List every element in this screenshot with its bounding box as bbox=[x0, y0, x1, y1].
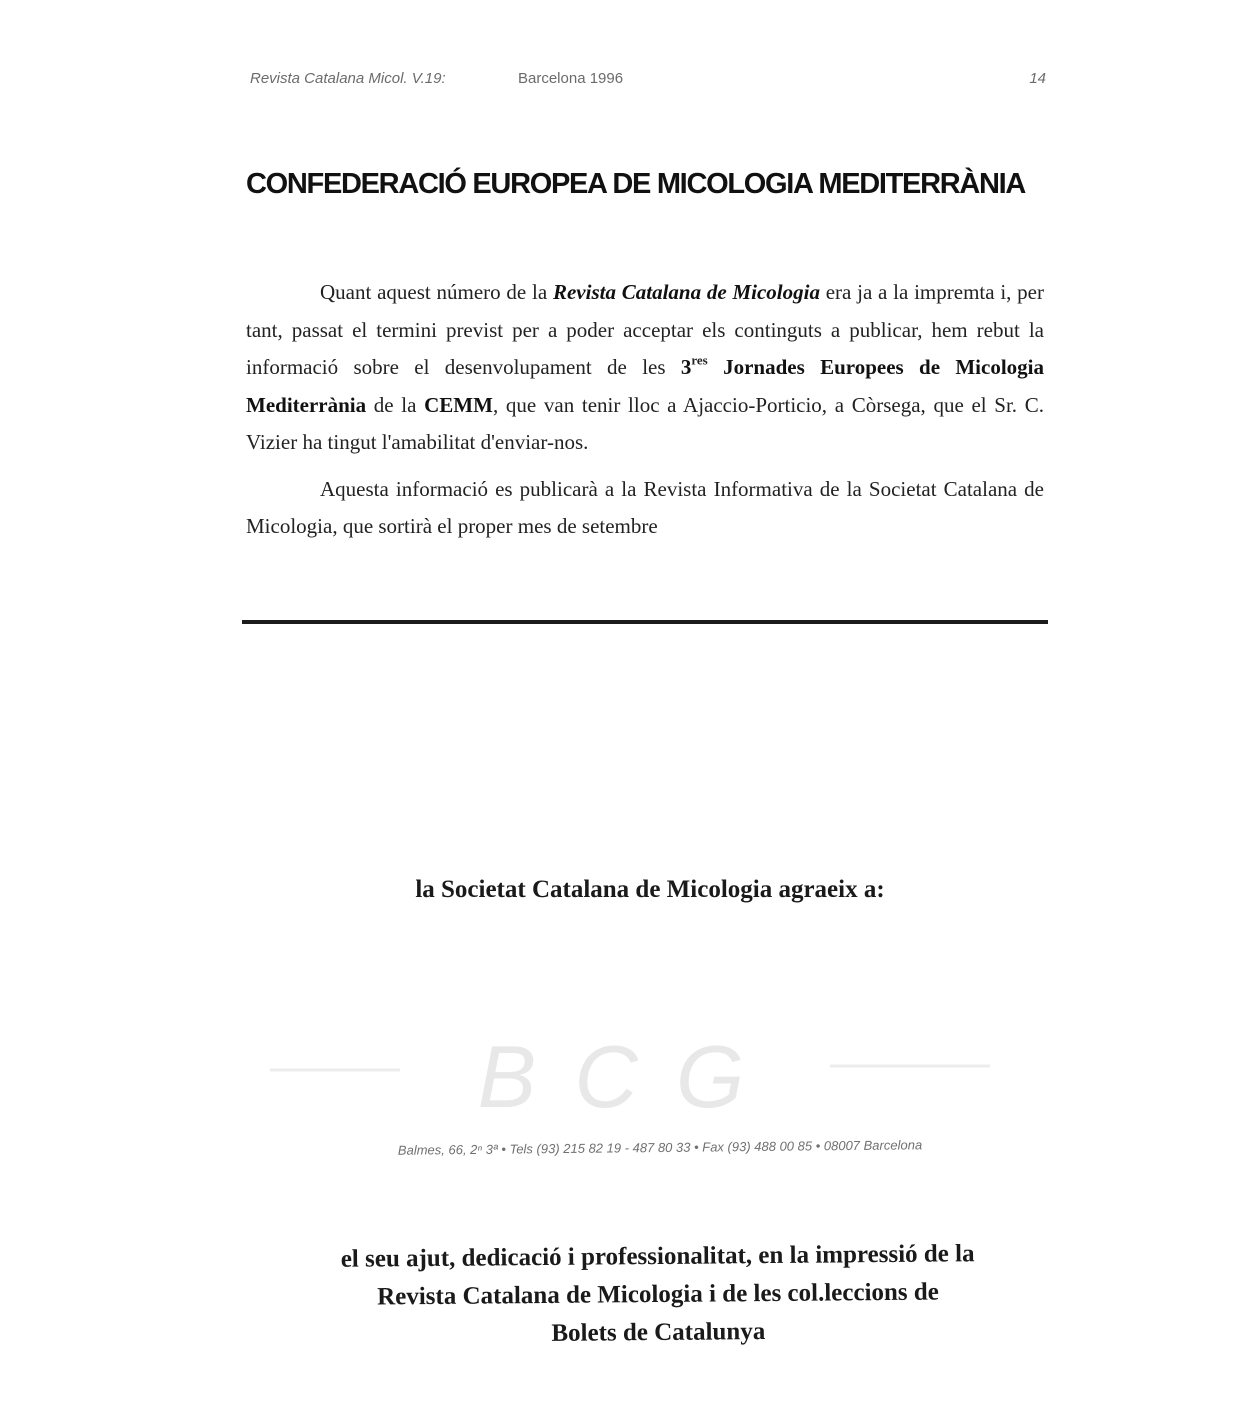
paragraph-1-text-d: , que van tenir lloc a Ajaccio-Porticio, a Còrsega, que el Sr. C. Vizier ha tingut l'amabilitat d'enviar-nos. bbox=[246, 392, 1044, 454]
paragraph-2: Aquesta informació es publicarà a la Revista Informativa de la Societat Catalana de Micologia, que sortirà el proper mes de setembre bbox=[246, 476, 1044, 538]
ordinal-number: 3 bbox=[680, 355, 692, 379]
organization-acronym: CEMM bbox=[424, 392, 493, 417]
ordinal-suffix: res bbox=[691, 352, 708, 368]
printer-address: Balmes, 66, 2ⁿ 3ª • Tels (93) 215 82 19 - 487 80 33 • Fax (93) 488 00 85 • 08007 Barcelona bbox=[397, 1137, 923, 1158]
paragraph-1 bbox=[246, 274, 1044, 462]
page-number: 14 bbox=[1029, 70, 1046, 87]
closing-line-3: Bolets de Catalunya bbox=[551, 1318, 766, 1347]
event-name: Jornades Europees de Micologia Mediterrània bbox=[246, 355, 1044, 417]
closing-line-2: Revista Catalana de Micologia i de les col.leccions de bbox=[377, 1278, 939, 1311]
running-head bbox=[250, 70, 1046, 94]
logo-lettering: BCG bbox=[477, 1027, 783, 1126]
place-year: Barcelona 1996 bbox=[518, 70, 624, 87]
section-divider bbox=[242, 620, 1048, 624]
printer-logo bbox=[270, 1022, 990, 1132]
paragraph-1-text-a: Quant aquest número de la bbox=[320, 280, 553, 304]
paragraph-1-text-c: de la bbox=[366, 392, 425, 417]
article-title: CONFEDERACIÓ EUROPEA DE MICOLOGIA MEDITERRÀNIA bbox=[246, 168, 1026, 200]
journal-name: Revista Catalana de Micologia bbox=[552, 280, 820, 304]
paragraph-1-text-b: era ja a la impremta i, per tant, passat el termini previst per a poder acceptar els continguts a publicar, hem rebut la informació sobre el desenvolupament de les bbox=[246, 280, 1045, 379]
thanks-heading: la Societat Catalana de Micologia agraeix a: bbox=[415, 876, 885, 903]
journal-citation: Revista Catalana Micol. V.19: bbox=[250, 70, 446, 87]
article-body bbox=[246, 274, 1044, 555]
closing-statement bbox=[250, 1234, 1067, 1355]
closing-line-1: el seu ajut, dedicació i professionalitat, en la impressió de la bbox=[340, 1240, 975, 1273]
